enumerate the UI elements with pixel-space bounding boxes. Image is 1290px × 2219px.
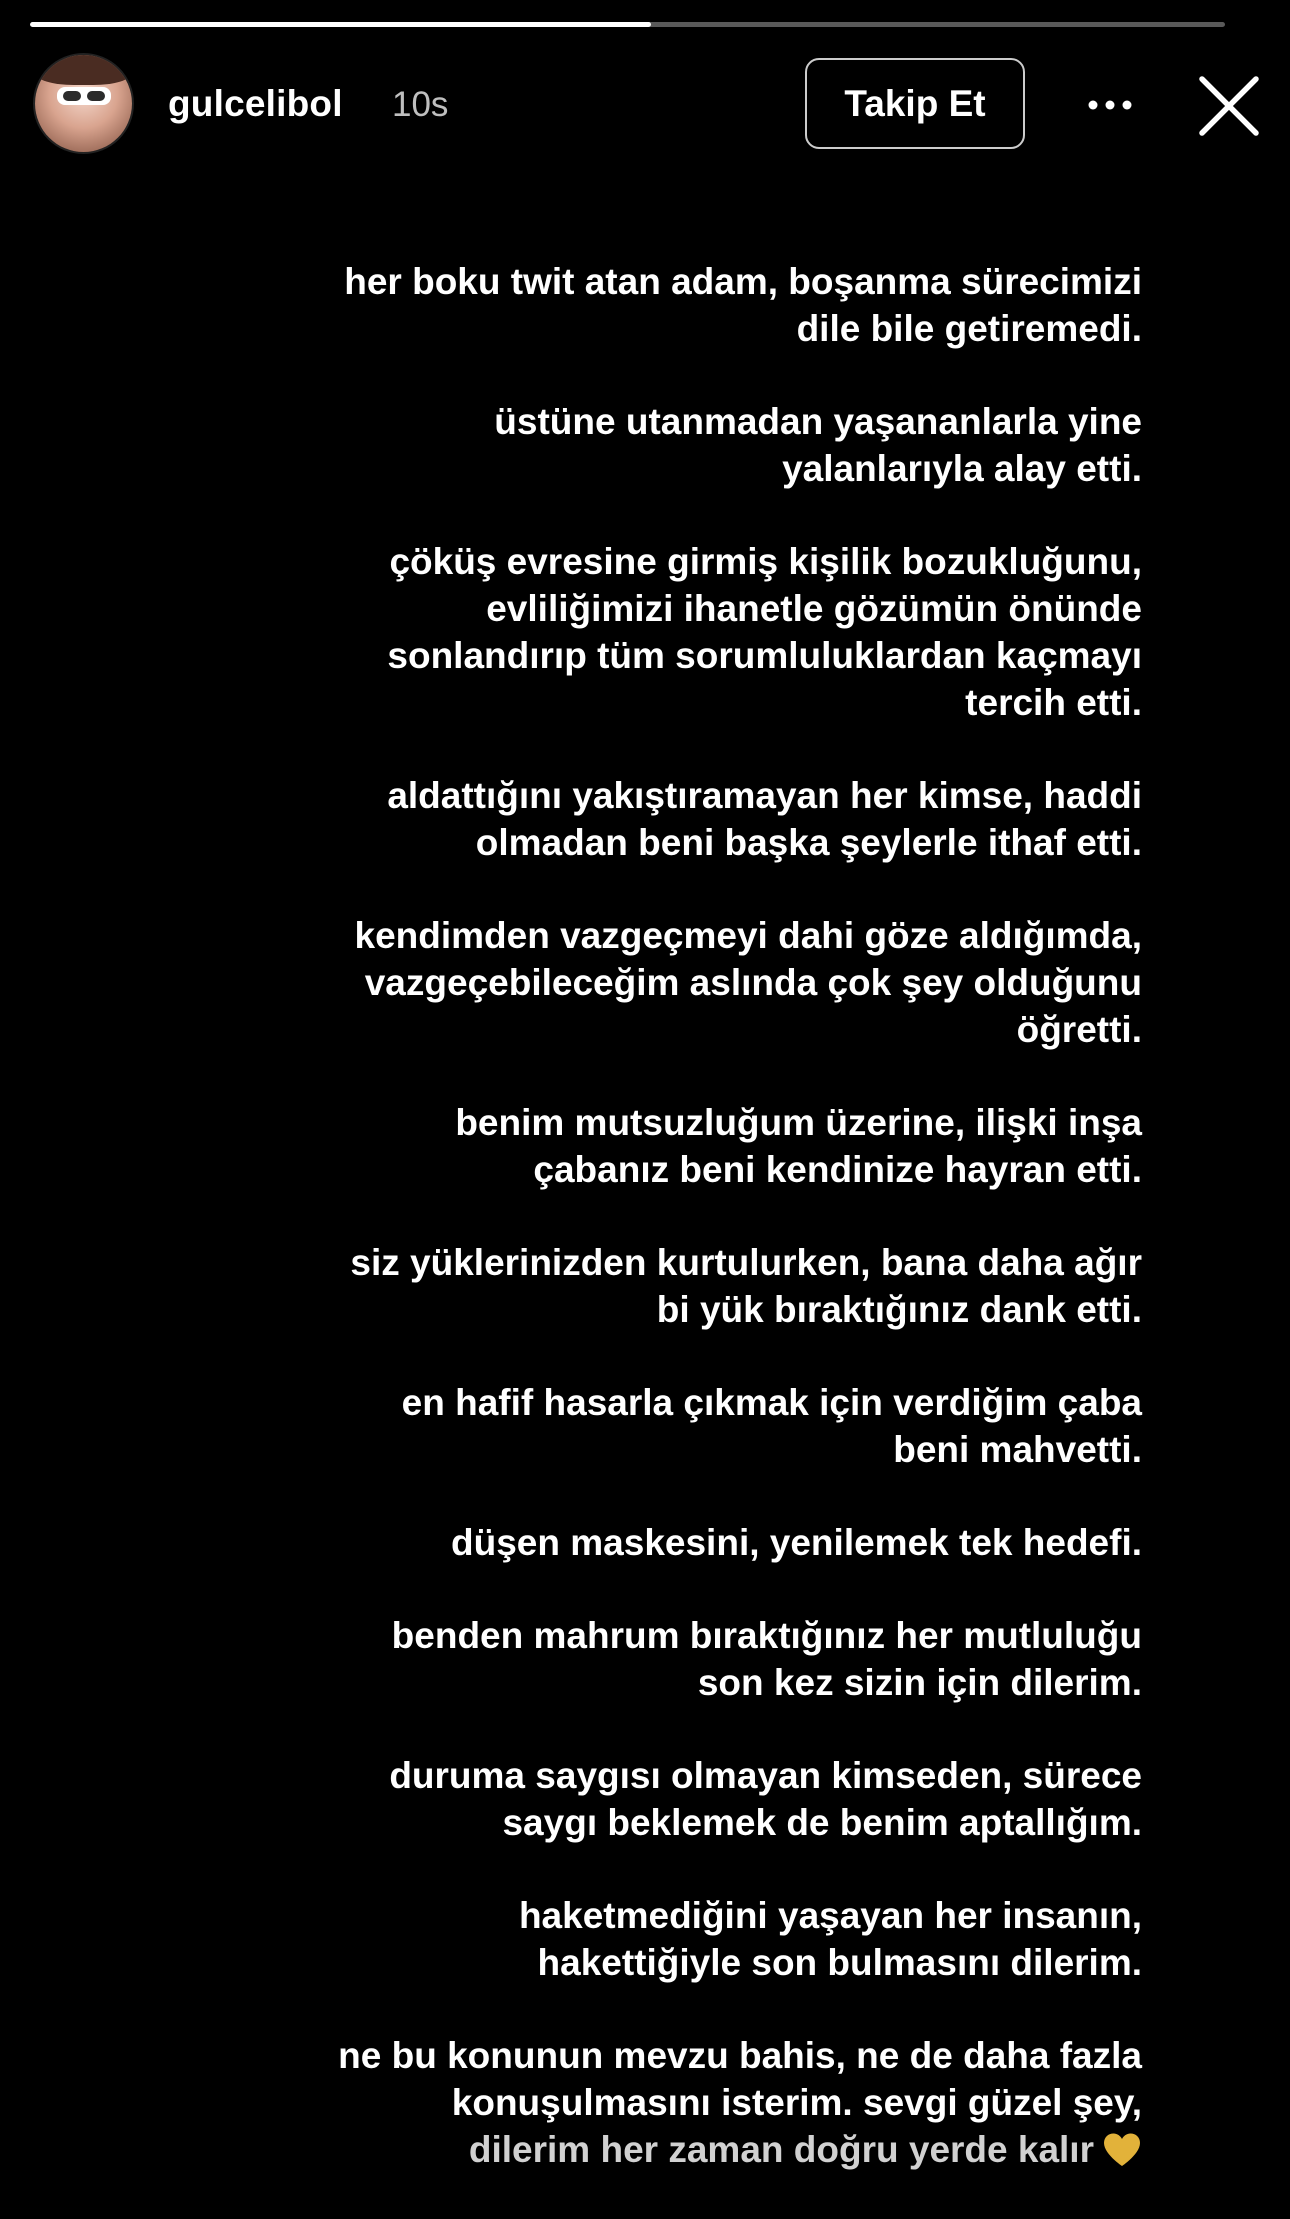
story-line: yalanlarıyla alay etti.	[782, 448, 1142, 489]
story-paragraph	[182, 1752, 1142, 1846]
story-line: siz yüklerinizden kurtulurken, bana daha ağır	[350, 1242, 1142, 1283]
story-line: her boku twit atan adam, boşanma sürecimizi	[344, 261, 1142, 302]
story-paragraph	[182, 258, 1142, 352]
follow-button[interactable]: Takip Et	[805, 58, 1025, 149]
avatar-hair	[35, 55, 132, 85]
story-paragraph	[182, 912, 1142, 1053]
story-line: tercih etti.	[965, 682, 1142, 723]
story-line: konuşulmasını isterim. sevgi güzel şey,	[451, 2082, 1142, 2123]
avatar[interactable]	[35, 55, 132, 152]
story-line: vazgeçebileceğim aslında çok şey olduğunu	[364, 962, 1142, 1003]
story-paragraph	[182, 1519, 1142, 1566]
avatar-glasses	[57, 87, 111, 105]
story-paragraph	[182, 1099, 1142, 1193]
yellow-heart-icon	[1102, 2132, 1142, 2168]
story-header	[0, 55, 1290, 155]
post-time: 10s	[392, 85, 449, 124]
story-line: çabanız beni kendinize hayran etti.	[533, 1149, 1142, 1190]
story-line: üstüne utanmadan yaşananlarla yine	[494, 401, 1142, 442]
story-paragraph	[182, 2032, 1142, 2173]
story-paragraph	[182, 538, 1142, 726]
story-line: olmadan beni başka şeylerle ithaf etti.	[475, 822, 1142, 863]
story-paragraph	[182, 772, 1142, 866]
story-line: kendimden vazgeçmeyi dahi göze aldığımda,	[354, 915, 1142, 956]
story-line: benden mahrum bıraktığınız her mutluluğu	[391, 1615, 1142, 1656]
story-line: saygı beklemek de benim aptallığım.	[502, 1802, 1142, 1843]
story-line: aldattığını yakıştıramayan her kimse, haddi	[387, 775, 1142, 816]
story-line: ne bu konunun mevzu bahis, ne de daha fazla	[338, 2035, 1142, 2076]
story-line: duruma saygısı olmayan kimseden, sürece	[389, 1755, 1142, 1796]
more-horizontal-icon[interactable]	[1080, 80, 1140, 130]
story-line: haketmediğini yaşayan her insanın,	[518, 1895, 1142, 1936]
story-last-line-wrap	[182, 2126, 1142, 2173]
story-line: sonlandırıp tüm sorumluluklardan kaçmayı	[387, 635, 1142, 676]
story-text-block	[182, 258, 1142, 2219]
story-line: dile bile getiremedi.	[796, 308, 1142, 349]
story-line: bi yük bıraktığınız dank etti.	[656, 1289, 1142, 1330]
story-line: evliliğimizi ihanetle gözümün önünde	[486, 588, 1142, 629]
story-progress-bar	[30, 22, 1225, 27]
story-line: benim mutsuzluğum üzerine, ilişki inşa	[455, 1102, 1142, 1143]
story-paragraph	[182, 1239, 1142, 1333]
story-paragraph	[182, 1379, 1142, 1473]
story-line: son kez sizin için dilerim.	[697, 1662, 1142, 1703]
close-icon[interactable]	[1196, 73, 1262, 139]
story-progress-fill	[30, 22, 651, 27]
story-line: düşen maskesini, yenilemek tek hedefi.	[451, 1522, 1142, 1563]
story-line: hakettiğiyle son bulmasını dilerim.	[537, 1942, 1142, 1983]
story-line: dilerim her zaman doğru yerde kalır	[468, 2129, 1094, 2170]
story-line: beni mahvetti.	[893, 1429, 1142, 1470]
story-line: öğretti.	[1016, 1009, 1142, 1050]
story-paragraph	[182, 1612, 1142, 1706]
username[interactable]: gulcelibol	[168, 83, 343, 124]
story-line: çöküş evresine girmiş kişilik bozukluğunu,	[389, 541, 1142, 582]
story-line: en hafif hasarla çıkmak için verdiğim çaba	[401, 1382, 1142, 1423]
story-paragraph	[182, 398, 1142, 492]
story-paragraph	[182, 1892, 1142, 1986]
